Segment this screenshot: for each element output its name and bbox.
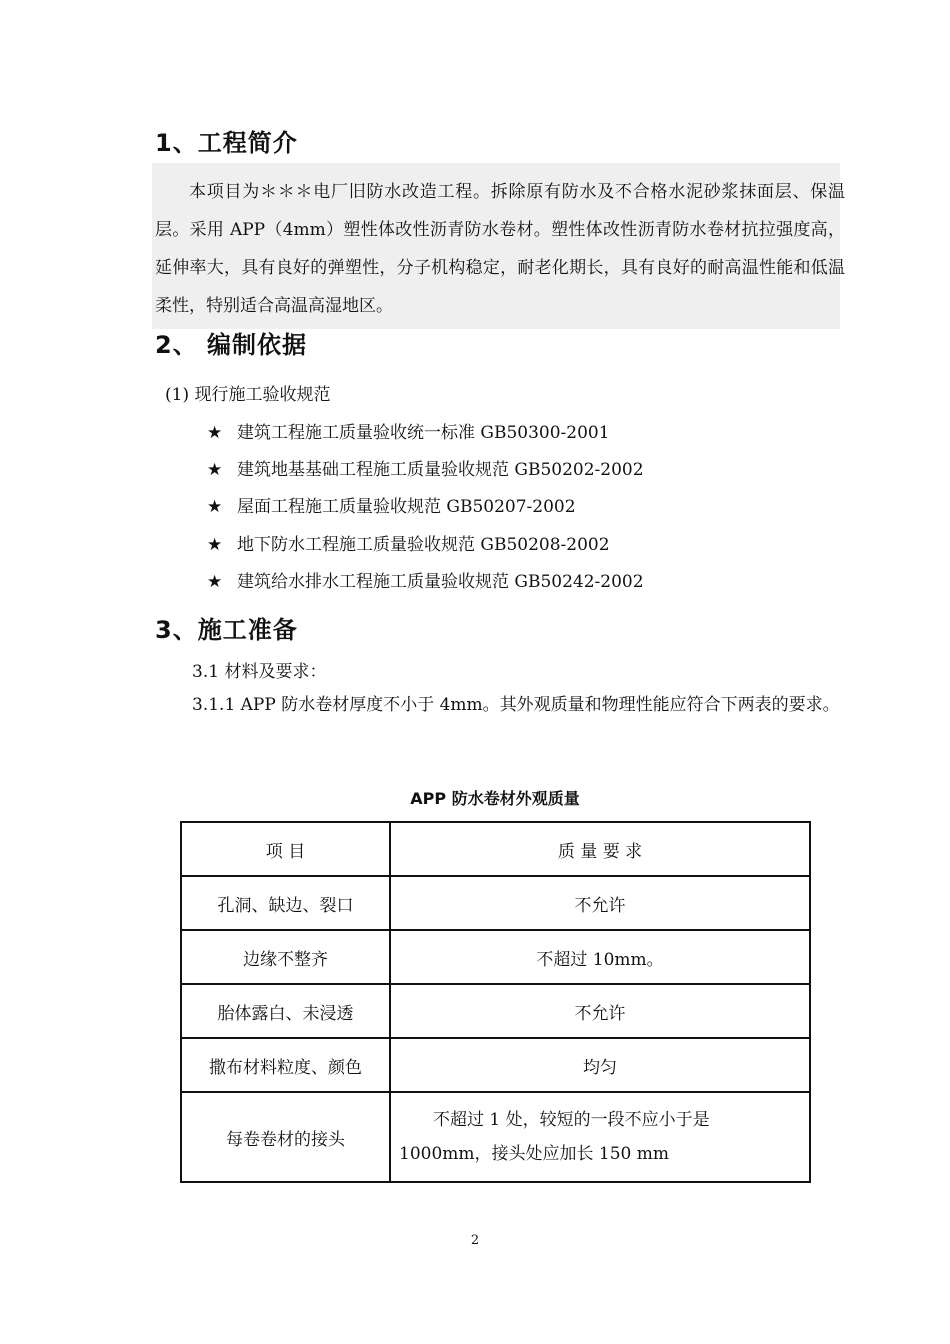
project-intro-paragraph: 本项目为＊＊＊电厂旧防水改造工程。拆除原有防水及不合格水泥砂浆抹面层、保温层。采用 APP（4mm）塑性体改性沥青防水卷材。塑性体改性沥青防水卷材抗拉强度高，延伸率大，具有良好的弹塑性，分子机构稳定，耐老化期长，具有良好的耐高温性能和低温柔性，特别适合高温高湿地区。 bbox=[155, 182, 845, 316]
table-row bbox=[181, 1038, 810, 1092]
header-cell-item: 项 目 bbox=[181, 822, 390, 876]
page-number: 2 bbox=[470, 1233, 480, 1248]
star-bullet-icon: ★ bbox=[207, 423, 223, 443]
table-title: APP 防水卷材外观质量 bbox=[410, 789, 580, 808]
item-cell: 胎体露白、未浸透 bbox=[181, 984, 390, 1038]
materials-subheading: 3.1 材料及要求： bbox=[192, 662, 327, 682]
requirement-cell: 不允许 bbox=[390, 876, 810, 930]
regulations-subheading: (1) 现行施工验收规范 bbox=[165, 385, 331, 405]
standard-list-item bbox=[207, 455, 644, 480]
appearance-quality-table bbox=[180, 821, 811, 1183]
standard-text: 建筑给水排水工程施工质量验收规范 GB50242-2002 bbox=[237, 572, 644, 592]
table-row bbox=[181, 984, 810, 1038]
standard-list-item bbox=[207, 530, 610, 555]
section-3-heading: 3、施工准备 bbox=[155, 616, 298, 644]
standard-list-item bbox=[207, 492, 576, 517]
requirement-cell bbox=[390, 1092, 810, 1182]
materials-paragraph: 3.1.1 APP 防水卷材厚度不小于 4mm。其外观质量和物理性能应符合下两表的要求。 bbox=[192, 695, 840, 715]
standard-list-item bbox=[207, 418, 610, 443]
item-cell: 边缘不整齐 bbox=[181, 930, 390, 984]
section-1-heading: 1、工程简介 bbox=[155, 129, 298, 157]
star-bullet-icon: ★ bbox=[207, 572, 223, 592]
requirement-cell: 不超过 10mm。 bbox=[390, 930, 810, 984]
standard-text: 建筑地基基础工程施工质量验收规范 GB50202-2002 bbox=[237, 460, 644, 480]
star-bullet-icon: ★ bbox=[207, 497, 223, 517]
star-bullet-icon: ★ bbox=[207, 535, 223, 555]
item-cell: 孔洞、缺边、裂口 bbox=[181, 876, 390, 930]
requirement-text: 不超过 1 处，较短的一段不应小于是 1000mm，接头处应加长 150 mm bbox=[399, 1110, 710, 1164]
item-cell: 每卷卷材的接头 bbox=[181, 1092, 390, 1182]
standard-text: 地下防水工程施工质量验收规范 GB50208-2002 bbox=[237, 535, 610, 555]
table-row bbox=[181, 876, 810, 930]
star-bullet-icon: ★ bbox=[207, 460, 223, 480]
requirement-cell: 不允许 bbox=[390, 984, 810, 1038]
standard-text: 屋面工程施工质量验收规范 GB50207-2002 bbox=[237, 497, 576, 517]
table-header-row bbox=[181, 822, 810, 876]
table-row bbox=[181, 930, 810, 984]
item-cell: 撒布材料粒度、颜色 bbox=[181, 1038, 390, 1092]
standard-text: 建筑工程施工质量验收统一标准 GB50300-2001 bbox=[237, 423, 610, 443]
standard-list-item bbox=[207, 567, 644, 592]
requirement-cell: 均匀 bbox=[390, 1038, 810, 1092]
table-row bbox=[181, 1092, 810, 1182]
section-2-heading: 2、 编制依据 bbox=[155, 331, 308, 359]
header-cell-requirement: 质 量 要 求 bbox=[390, 822, 810, 876]
